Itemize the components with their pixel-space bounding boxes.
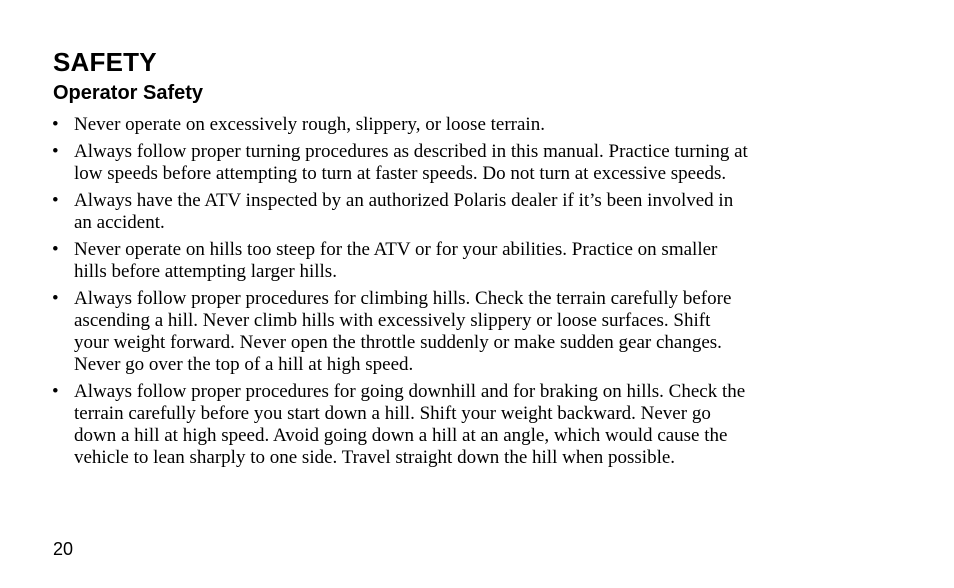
list-item-line: Always follow proper procedures for going downhill and for braking on hills. Check the (74, 381, 746, 402)
list-item-line: hills before attempting larger hills. (74, 261, 337, 282)
list-item-line: down a hill at high speed. Avoid going down a hill at an angle, which would cause the (74, 425, 728, 446)
list-item (52, 141, 892, 185)
bullet-icon: • (52, 288, 59, 309)
list-item-line: Never operate on hills too steep for the ATV or for your abilities. Practice on smaller (74, 239, 718, 260)
list-item-line: Never operate on excessively rough, slippery, or loose terrain. (74, 114, 545, 135)
list-item-line: Always have the ATV inspected by an authorized Polaris dealer if it’s been involved in (74, 190, 734, 211)
bullet-icon: • (52, 114, 59, 135)
bullet-icon: • (52, 190, 59, 211)
bullet-icon: • (52, 239, 59, 260)
list-item (52, 239, 892, 283)
safety-bullet-list (52, 114, 892, 474)
list-item-line: your weight forward. Never open the throttle suddenly or make sudden gear changes. (74, 332, 722, 353)
list-item-line: vehicle to lean sharply to one side. Travel straight down the hill when possible. (74, 447, 676, 468)
list-item (52, 381, 892, 469)
list-item (52, 288, 892, 376)
list-item-line: terrain carefully before you start down a hill. Shift your weight backward. Never go (74, 403, 711, 424)
list-item-line: low speeds before attempting to turn at faster speeds. Do not turn at excessive speeds. (74, 163, 727, 184)
list-item-line: Never go over the top of a hill at high speed. (74, 354, 414, 375)
list-item (52, 190, 892, 234)
list-item-line: an accident. (74, 212, 165, 233)
bullet-icon: • (52, 381, 59, 402)
list-item-line: Always follow proper procedures for climbing hills. Check the terrain carefully before (74, 288, 732, 309)
section-title: SAFETY (53, 47, 157, 77)
page-number: 20 (53, 539, 74, 559)
subsection-title: Operator Safety (53, 82, 204, 104)
list-item-line: ascending a hill. Never climb hills with excessively slippery or loose surfaces. Shift (74, 310, 711, 331)
bullet-icon: • (52, 141, 59, 162)
list-item (52, 114, 892, 136)
list-item-line: Always follow proper turning procedures as described in this manual. Practice turning at (74, 141, 748, 162)
